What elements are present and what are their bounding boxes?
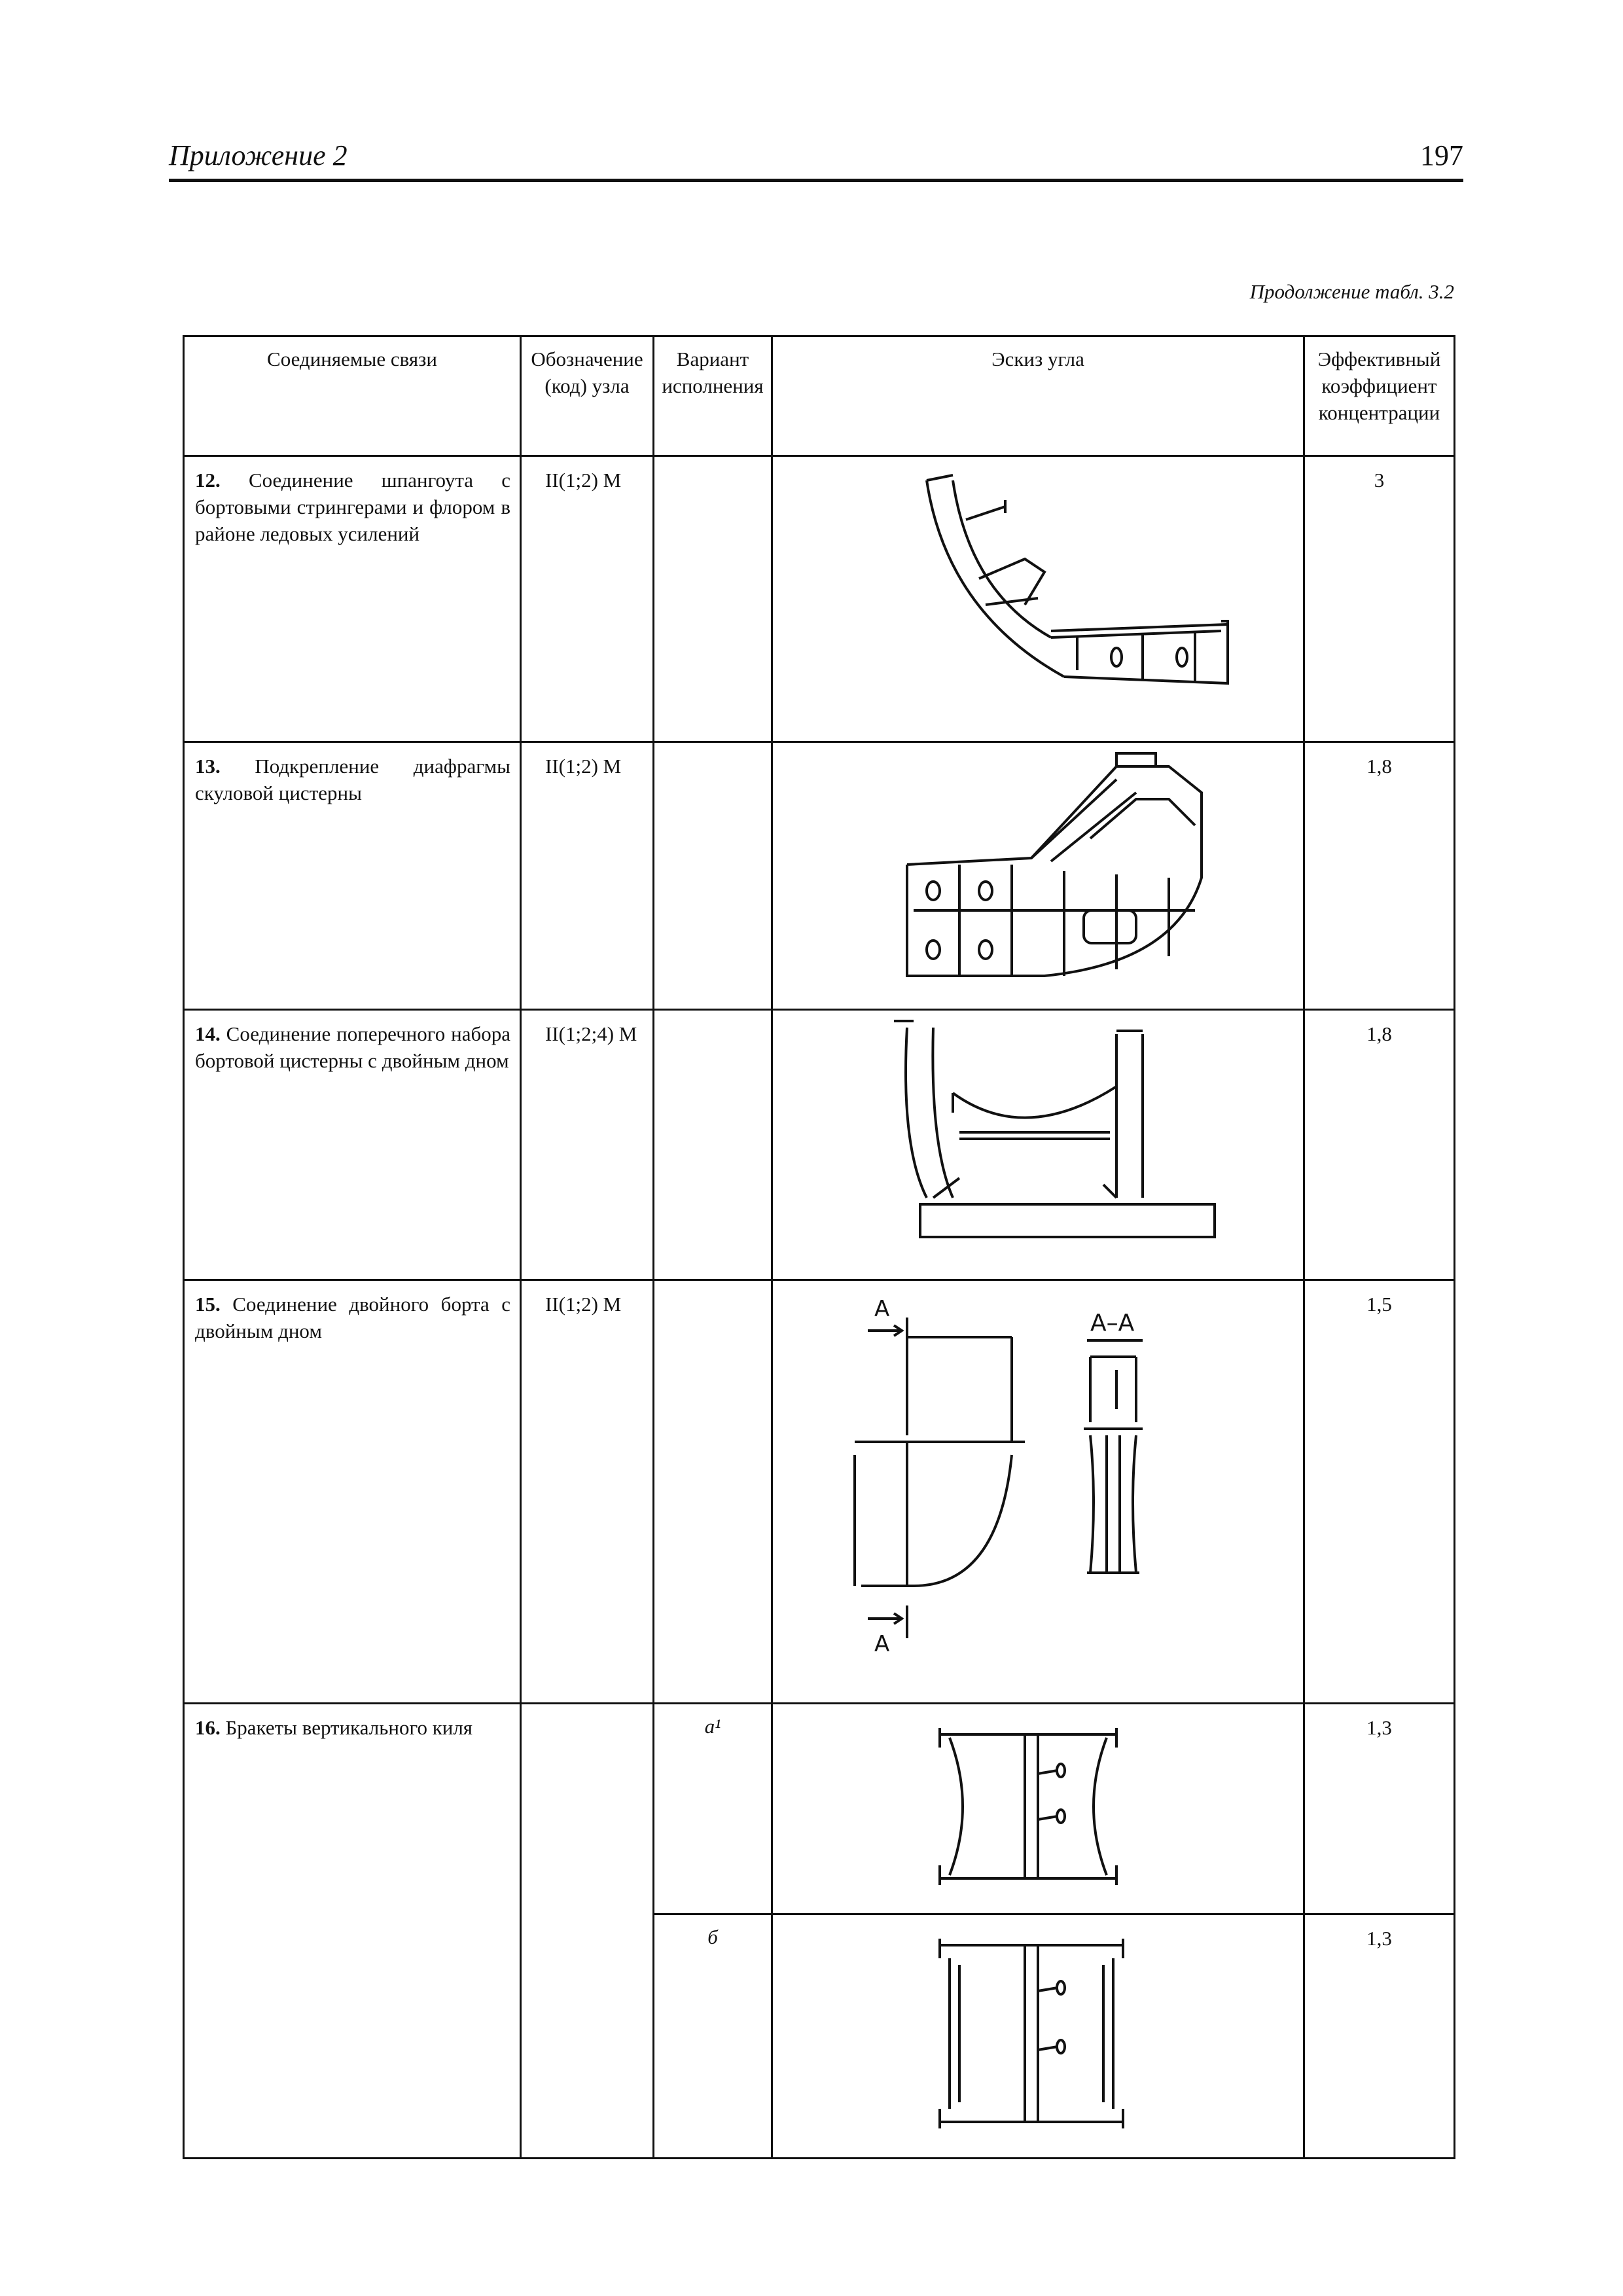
connection-text: Подкрепление диафрагмы скуловой цистерны bbox=[195, 755, 510, 804]
connection-cell bbox=[184, 1010, 521, 1280]
variant-cell: б bbox=[654, 1914, 772, 2159]
sketch-cell bbox=[772, 1914, 1304, 2159]
sketch-keel-brackets-variant-a bbox=[829, 1708, 1247, 1898]
variant-cell: а¹ bbox=[654, 1704, 772, 1914]
row-number: 12. bbox=[195, 469, 221, 492]
connection-text: Соединение поперечного набора бортовой цистерны с двойным дном bbox=[195, 1022, 510, 1072]
variant-cell bbox=[654, 1010, 772, 1280]
page-number: 197 bbox=[1420, 139, 1463, 171]
coefficient-cell: 1,8 bbox=[1304, 1010, 1455, 1280]
connection-text: Соединение двойного борта с двойным дном bbox=[195, 1293, 510, 1342]
running-title: Приложение 2 bbox=[169, 139, 348, 171]
table-continuation-caption: Продолжение табл. 3.2 bbox=[1249, 280, 1454, 303]
sketch-double-side-double-bottom bbox=[829, 1285, 1247, 1684]
coefficient-cell: 1,8 bbox=[1304, 742, 1455, 1010]
code-cell: II(1;2) М bbox=[521, 1280, 654, 1704]
connection-cell bbox=[184, 456, 521, 742]
row-number: 13. bbox=[195, 755, 221, 778]
table-row bbox=[184, 456, 1455, 742]
col-header-sketch: Эскиз угла bbox=[772, 336, 1304, 456]
table-row bbox=[184, 742, 1455, 1010]
sketch-cell bbox=[772, 1704, 1304, 1914]
sketch-keel-brackets-variant-b bbox=[829, 1919, 1247, 2142]
stress-concentration-table bbox=[183, 335, 1455, 2159]
connection-text: Бракеты вертикального киля bbox=[225, 1716, 473, 1739]
code-cell: II(1;2;4) М bbox=[521, 1010, 654, 1280]
connection-text: Соединение шпангоута с бортовыми стрингерами и флором в районе ледовых усилений bbox=[195, 469, 511, 545]
code-cell: II(1;2) М bbox=[521, 456, 654, 742]
variant-cell bbox=[654, 456, 772, 742]
section-mark-bottom: А bbox=[874, 1631, 890, 1657]
variant-cell bbox=[654, 742, 772, 1010]
section-title: А–А bbox=[1090, 1310, 1135, 1336]
sketch-cell bbox=[772, 1010, 1304, 1280]
sketch-cell bbox=[772, 1280, 1304, 1704]
connection-cell bbox=[184, 742, 521, 1010]
table-row bbox=[184, 1280, 1455, 1704]
row-number: 16. bbox=[195, 1716, 221, 1739]
code-cell bbox=[521, 1704, 654, 2159]
coefficient-cell: 1,3 bbox=[1304, 1704, 1455, 1914]
col-header-connections: Соединяемые связи bbox=[184, 336, 521, 456]
row-number: 15. bbox=[195, 1293, 221, 1316]
sketch-bilge-tank-diaphragm bbox=[829, 747, 1247, 989]
code-cell: II(1;2) М bbox=[521, 742, 654, 1010]
sketch-cell bbox=[772, 742, 1304, 1010]
row-number: 14. bbox=[195, 1022, 221, 1045]
section-mark-top: А bbox=[874, 1296, 890, 1322]
coefficient-cell: 1,3 bbox=[1304, 1914, 1455, 2159]
table-row bbox=[184, 1704, 1455, 1914]
col-header-variant: Вариант исполнения bbox=[654, 336, 772, 456]
sketch-cell bbox=[772, 456, 1304, 742]
connection-cell bbox=[184, 1704, 521, 2159]
table-header-row bbox=[184, 336, 1455, 456]
header-rule bbox=[169, 179, 1463, 182]
sketch-side-tank-double-bottom bbox=[829, 1014, 1247, 1263]
sketch-frame-stringer-floor bbox=[829, 461, 1247, 723]
variant-cell bbox=[654, 1280, 772, 1704]
col-header-code: Обозначение (код) узла bbox=[521, 336, 654, 456]
connection-cell bbox=[184, 1280, 521, 1704]
coefficient-cell: 1,5 bbox=[1304, 1280, 1455, 1704]
col-header-coefficient: Эффективный коэффициент концентрации bbox=[1304, 336, 1455, 456]
table-row bbox=[184, 1010, 1455, 1280]
coefficient-cell: 3 bbox=[1304, 456, 1455, 742]
page-header bbox=[169, 139, 1463, 182]
